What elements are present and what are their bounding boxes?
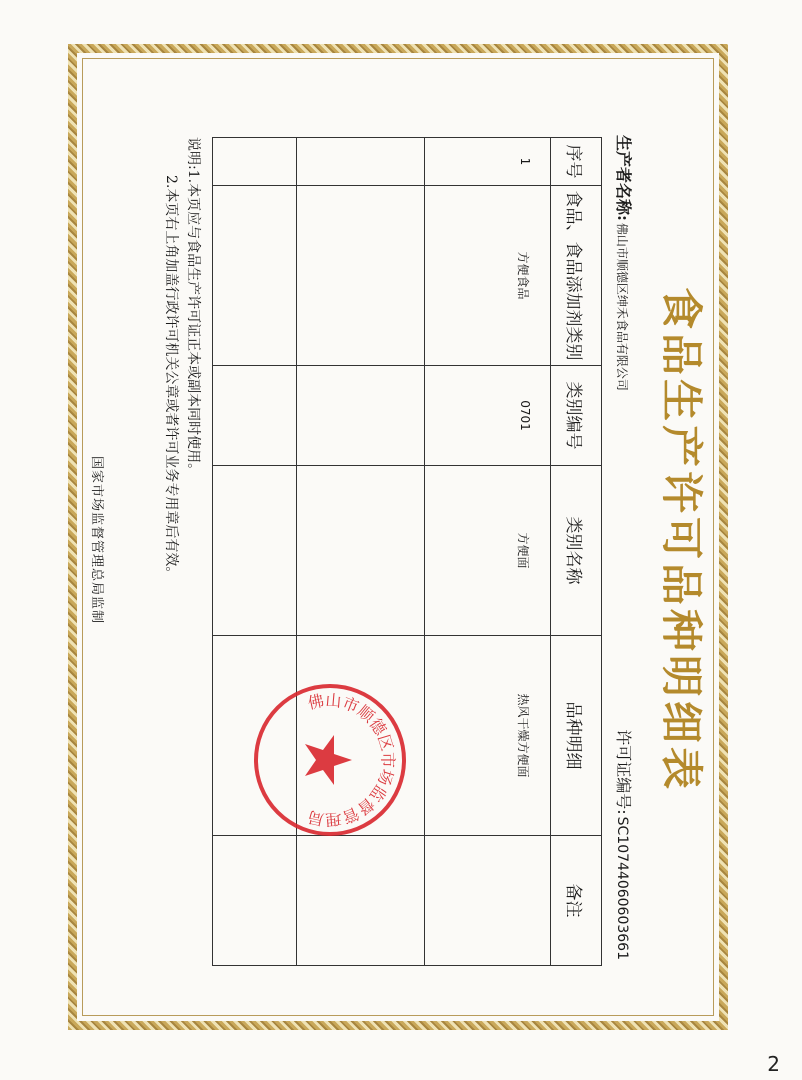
notes bbox=[160, 137, 204, 580]
table-row bbox=[297, 138, 425, 966]
header-cell: 类别名称 bbox=[551, 466, 602, 636]
license-label: 许可证编号: bbox=[614, 729, 633, 815]
table-cell bbox=[297, 186, 425, 366]
table-cell-remark bbox=[425, 836, 551, 966]
table-cell bbox=[297, 466, 425, 636]
seal-text: 佛山市顺德区市场监督管理局 bbox=[306, 690, 398, 830]
producer-label: 生产者名称: bbox=[614, 135, 633, 221]
table-cell bbox=[297, 366, 425, 466]
meta-row bbox=[610, 135, 636, 960]
document-title: 食品生产许可品种明细表 bbox=[657, 286, 706, 793]
header-cell: 品种明细 bbox=[551, 636, 602, 836]
table-cell bbox=[213, 366, 297, 466]
table-cell bbox=[213, 186, 297, 366]
producer-field bbox=[613, 135, 636, 391]
table-row bbox=[425, 138, 551, 966]
header-cell: 备注 bbox=[551, 836, 602, 966]
header-cell: 序号 bbox=[551, 138, 602, 186]
header-cell: 类别编号 bbox=[551, 366, 602, 466]
table-cell-category: 方便食品 bbox=[425, 186, 551, 366]
rotated-content bbox=[80, 80, 720, 1000]
table-cell-index: 1 bbox=[425, 138, 551, 186]
issuer-footer: 国家市场监督管理总局监制 bbox=[89, 455, 104, 624]
table-cell-variety: 热风干燥方便面 bbox=[425, 636, 551, 836]
product-catalog-table bbox=[212, 137, 602, 966]
table-cell-category-name: 方便面 bbox=[425, 466, 551, 636]
header-cell: 食品、食品添加剂类别 bbox=[551, 186, 602, 366]
producer-name: 佛山市顺德区绅禾食品有限公司 bbox=[615, 222, 629, 391]
table-cell bbox=[297, 836, 425, 966]
table-cell bbox=[213, 466, 297, 636]
table-cell bbox=[213, 836, 297, 966]
note-line-1: 说明:1.本页应与食品生产许可证正本或副本同时使用。 bbox=[185, 137, 201, 478]
note-line-2-text: 2.本页右上角加盖行政许可机关公章或者许可业务专用章后有效。 bbox=[163, 175, 179, 581]
official-seal-icon bbox=[250, 680, 410, 840]
table-cell bbox=[297, 138, 425, 186]
license-number: SC10744060603661 bbox=[614, 816, 630, 960]
page-number: 2 bbox=[767, 1052, 780, 1076]
note-line-2 bbox=[160, 137, 182, 580]
table-cell-code: 0701 bbox=[425, 366, 551, 466]
table-row bbox=[213, 138, 297, 966]
table-header-row bbox=[551, 138, 602, 966]
table-cell bbox=[213, 138, 297, 186]
license-field bbox=[613, 729, 636, 960]
